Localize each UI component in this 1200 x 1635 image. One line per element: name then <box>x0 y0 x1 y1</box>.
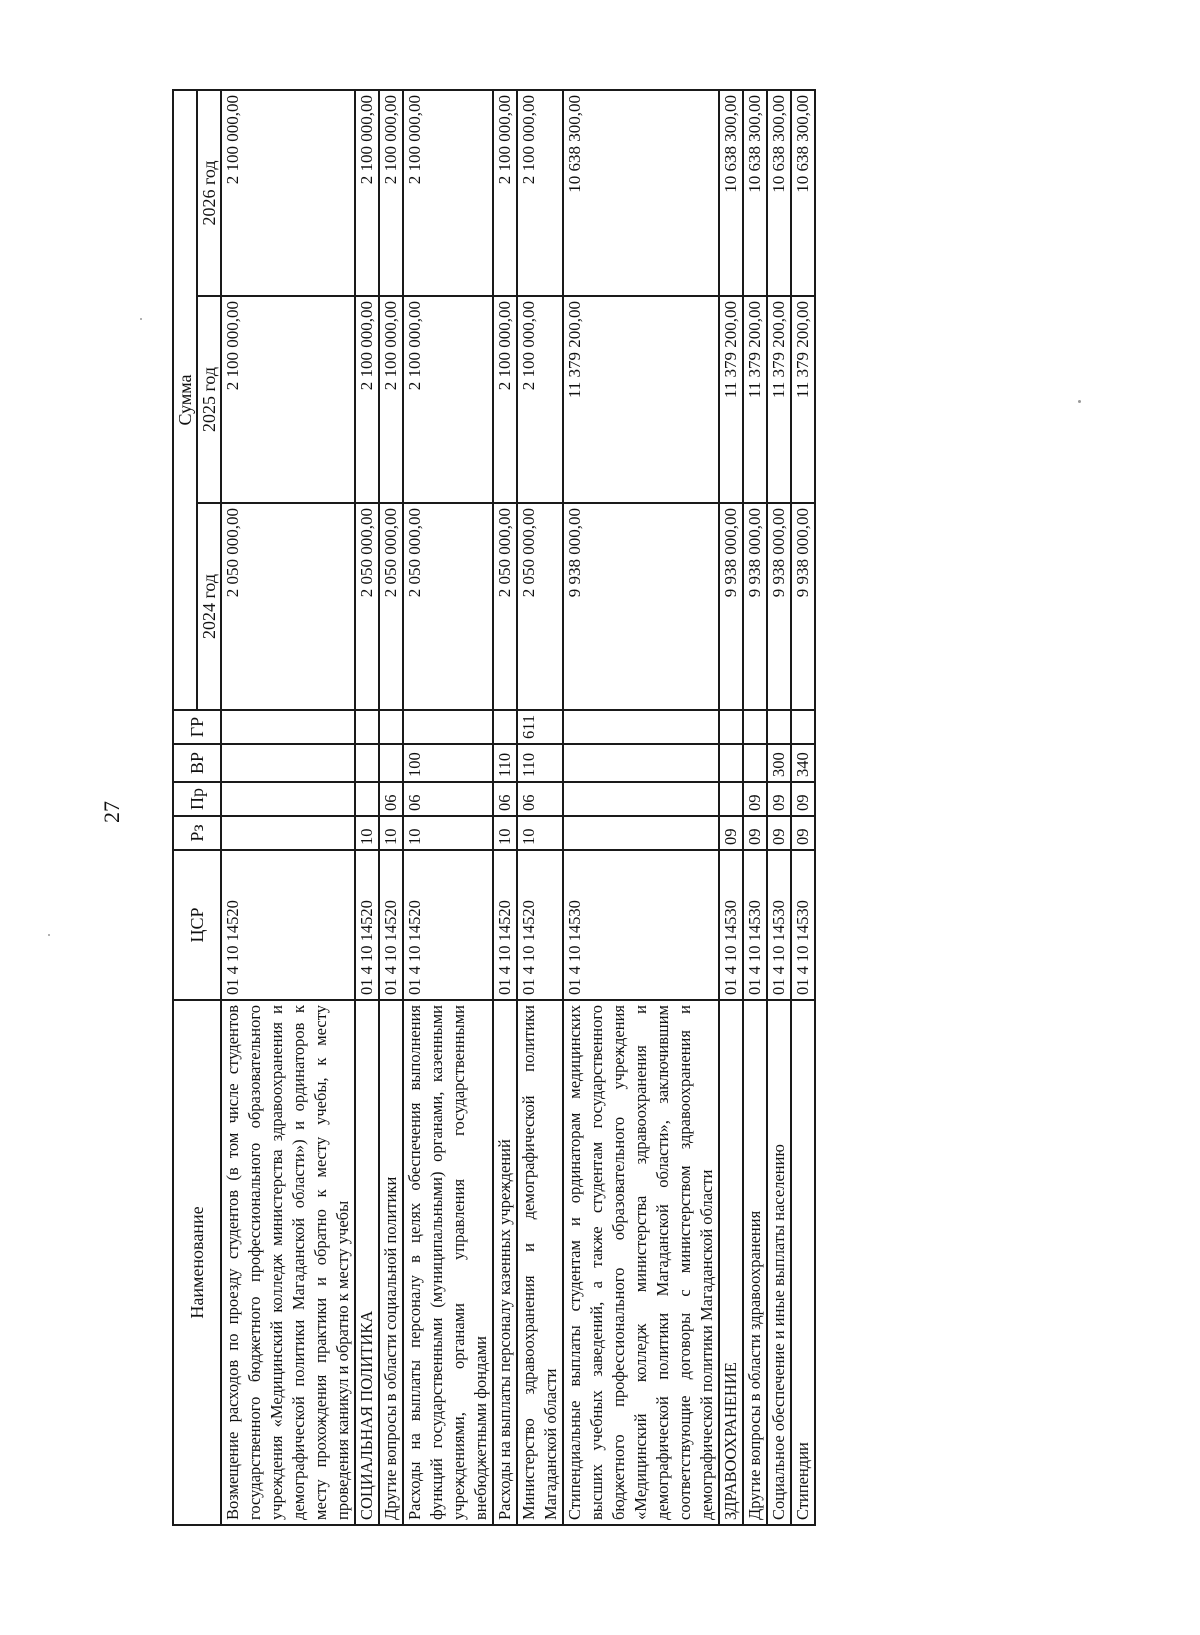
row-2025: 2 100 000,00 <box>379 296 403 503</box>
row-vr <box>221 744 355 782</box>
row-2026: 2 100 000,00 <box>517 90 563 296</box>
table-row <box>563 90 719 1525</box>
row-gr <box>493 710 517 744</box>
row-2025: 11 379 200,00 <box>743 296 767 503</box>
row-2025: 11 379 200,00 <box>719 296 743 503</box>
row-rz: 10 <box>355 816 379 850</box>
table-row <box>403 90 493 1525</box>
header-row-top <box>173 90 197 1525</box>
scan-speck <box>48 934 50 936</box>
header-gr: ГР <box>173 710 221 744</box>
table-row <box>767 90 791 1525</box>
row-pr <box>563 782 719 816</box>
row-gr <box>403 710 493 744</box>
header-name: Наименование <box>173 1000 221 1525</box>
row-csr: 01 4 10 14530 <box>791 850 815 1000</box>
row-csr: 01 4 10 14520 <box>517 850 563 1000</box>
row-2025: 2 100 000,00 <box>517 296 563 503</box>
row-rz: 09 <box>719 816 743 850</box>
row-name: Стипендиальные выплаты студентам и ординаторам медицинских высших учебных заведений, а также студентам государственного бюджетного профессионального образовательного учреждения «Медицинский колледж министерства здравоохранения и демографической политики Магаданской области», заключившим соответствующие договоры с министерством здравоохранения и демографической политики Магаданской области <box>563 1000 719 1525</box>
row-name: Другие вопросы в области социальной политики <box>379 1000 403 1525</box>
table-row <box>221 90 355 1525</box>
row-pr: 06 <box>403 782 493 816</box>
row-gr <box>379 710 403 744</box>
row-2024: 9 938 000,00 <box>743 503 767 710</box>
row-2024: 9 938 000,00 <box>719 503 743 710</box>
header-2025: 2025 год <box>197 296 221 503</box>
row-gr <box>767 710 791 744</box>
table-row <box>355 90 379 1525</box>
header-vr: ВР <box>173 744 221 782</box>
row-rz: 10 <box>379 816 403 850</box>
row-name: СОЦИАЛЬНАЯ ПОЛИТИКА <box>355 1000 379 1525</box>
row-2026: 2 100 000,00 <box>493 90 517 296</box>
row-csr: 01 4 10 14530 <box>563 850 719 1000</box>
row-name: ЗДРАВООХРАНЕНИЕ <box>719 1000 743 1525</box>
row-rz: 09 <box>767 816 791 850</box>
row-csr: 01 4 10 14530 <box>767 850 791 1000</box>
row-gr: 611 <box>517 710 563 744</box>
row-2026: 10 638 300,00 <box>791 90 815 296</box>
row-2026: 10 638 300,00 <box>563 90 719 296</box>
row-rz: 09 <box>743 816 767 850</box>
row-pr: 09 <box>767 782 791 816</box>
row-2025: 11 379 200,00 <box>791 296 815 503</box>
budget-table <box>172 89 816 1526</box>
row-name: Министерство здравоохранения и демографической политики Магаданской области <box>517 1000 563 1525</box>
row-csr: 01 4 10 14520 <box>493 850 517 1000</box>
header-2026: 2026 год <box>197 90 221 296</box>
row-2025: 11 379 200,00 <box>563 296 719 503</box>
row-pr: 06 <box>493 782 517 816</box>
row-rz <box>563 816 719 850</box>
header-rz: Рз <box>173 816 221 850</box>
row-pr <box>221 782 355 816</box>
table-row <box>493 90 517 1525</box>
header-sum: Сумма <box>173 90 197 710</box>
header-2024: 2024 год <box>197 503 221 710</box>
row-vr: 100 <box>403 744 493 782</box>
header-csr: ЦСР <box>173 850 221 1000</box>
row-csr: 01 4 10 14520 <box>379 850 403 1000</box>
row-pr: 06 <box>517 782 563 816</box>
row-2024: 2 050 000,00 <box>379 503 403 710</box>
table-row <box>517 90 563 1525</box>
row-2025: 2 100 000,00 <box>221 296 355 503</box>
row-2025: 2 100 000,00 <box>355 296 379 503</box>
row-2026: 10 638 300,00 <box>743 90 767 296</box>
row-pr: 09 <box>743 782 767 816</box>
row-2026: 2 100 000,00 <box>379 90 403 296</box>
row-2026: 2 100 000,00 <box>221 90 355 296</box>
row-2024: 9 938 000,00 <box>563 503 719 710</box>
row-gr <box>355 710 379 744</box>
row-vr: 110 <box>517 744 563 782</box>
row-vr <box>563 744 719 782</box>
row-gr <box>221 710 355 744</box>
row-2024: 2 050 000,00 <box>517 503 563 710</box>
table-row <box>743 90 767 1525</box>
row-pr <box>355 782 379 816</box>
row-2024: 2 050 000,00 <box>493 503 517 710</box>
row-2026: 2 100 000,00 <box>403 90 493 296</box>
row-vr <box>743 744 767 782</box>
row-name: Расходы на выплаты персоналу в целях обеспечения выполнения функций государственными (муниципальными) органами, казенными учреждениями, органами управления государственными внебюджетными фондами <box>403 1000 493 1525</box>
rotated-table-container <box>172 91 1042 1526</box>
row-2024: 2 050 000,00 <box>221 503 355 710</box>
table-row <box>791 90 815 1525</box>
row-2024: 2 050 000,00 <box>355 503 379 710</box>
row-name: Другие вопросы в области здравоохранения <box>743 1000 767 1525</box>
page-number: 27 <box>99 801 124 823</box>
table-row <box>379 90 403 1525</box>
row-2025: 11 379 200,00 <box>767 296 791 503</box>
table-row <box>719 90 743 1525</box>
row-name: Возмещение расходов по проезду студентов (в том числе студентов государственного бюджетного профессионального образовательного учреждения «Медицинский колледж министерства здравоохранения и демографической политики Магаданской области») и ординаторов к месту прохождения практики и обратно к месту учебы, к месту проведения каникул и обратно к месту учебы <box>221 1000 355 1525</box>
row-name: Расходы на выплаты персоналу казенных учреждений <box>493 1000 517 1525</box>
row-2024: 2 050 000,00 <box>403 503 493 710</box>
row-name: Социальное обеспечение и иные выплаты населению <box>767 1000 791 1525</box>
row-pr <box>719 782 743 816</box>
row-2026: 10 638 300,00 <box>719 90 743 296</box>
row-csr: 01 4 10 14520 <box>403 850 493 1000</box>
row-rz: 09 <box>791 816 815 850</box>
row-2026: 10 638 300,00 <box>767 90 791 296</box>
scan-speck <box>1078 400 1081 403</box>
row-csr: 01 4 10 14520 <box>221 850 355 1000</box>
row-vr: 340 <box>791 744 815 782</box>
row-name: Стипендии <box>791 1000 815 1525</box>
row-2025: 2 100 000,00 <box>493 296 517 503</box>
row-vr: 110 <box>493 744 517 782</box>
row-vr: 300 <box>767 744 791 782</box>
row-gr <box>743 710 767 744</box>
row-gr <box>791 710 815 744</box>
row-rz <box>221 816 355 850</box>
row-rz: 10 <box>403 816 493 850</box>
row-rz: 10 <box>517 816 563 850</box>
row-2024: 9 938 000,00 <box>791 503 815 710</box>
row-2025: 2 100 000,00 <box>403 296 493 503</box>
row-csr: 01 4 10 14530 <box>719 850 743 1000</box>
row-rz: 10 <box>493 816 517 850</box>
row-vr <box>719 744 743 782</box>
row-2024: 9 938 000,00 <box>767 503 791 710</box>
row-2026: 2 100 000,00 <box>355 90 379 296</box>
row-pr: 09 <box>791 782 815 816</box>
row-gr <box>719 710 743 744</box>
row-gr <box>563 710 719 744</box>
row-csr: 01 4 10 14530 <box>743 850 767 1000</box>
row-csr: 01 4 10 14520 <box>355 850 379 1000</box>
row-pr: 06 <box>379 782 403 816</box>
row-vr <box>379 744 403 782</box>
header-pr: Пр <box>173 782 221 816</box>
row-vr <box>355 744 379 782</box>
scan-speck <box>140 318 142 320</box>
